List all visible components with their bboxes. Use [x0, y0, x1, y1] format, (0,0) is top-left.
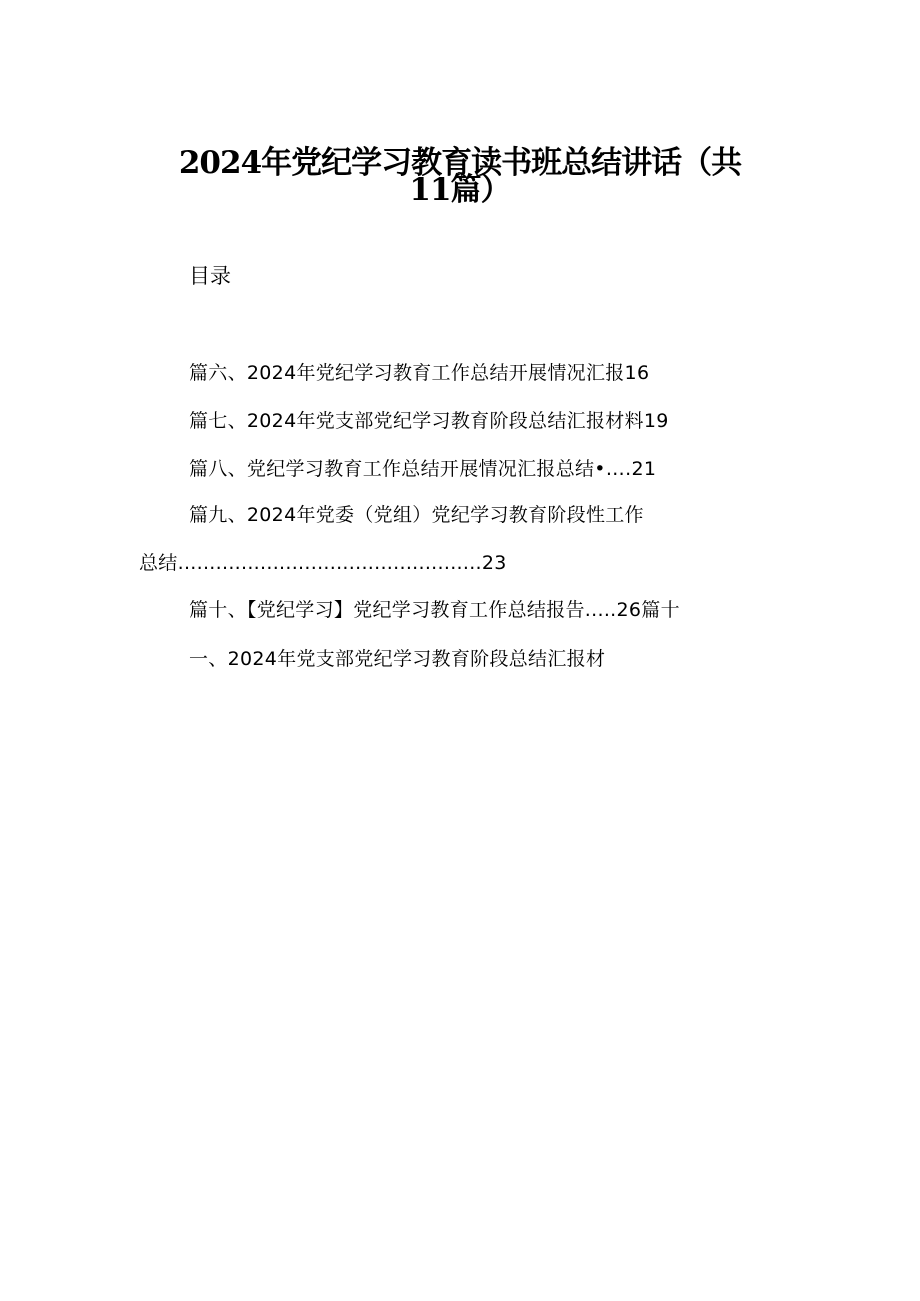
toc-entry-7: 篇七、2024年党支部党纪学习教育阶段总结汇报材料19 [189, 410, 669, 432]
toc-entry-9-part-2: 总结................................................23 [139, 552, 507, 574]
toc-entry-10: 篇十、【党纪学习】党纪学习教育工作总结报告.....26篇十 [189, 599, 680, 621]
document-title-line-1: 2024年党纪学习教育读书班总结讲话（共 [178, 145, 742, 181]
toc-entry-6: 篇六、2024年党纪学习教育工作总结开展情况汇报16 [189, 362, 650, 384]
toc-entry-8: 篇八、党纪学习教育工作总结开展情况汇报总结•….21 [189, 458, 657, 480]
document-title-line-2: 11篇） [409, 172, 511, 208]
toc-entry-11: 一、2024年党支部党纪学习教育阶段总结汇报材 [189, 648, 606, 670]
toc-heading: 目录 [189, 264, 231, 288]
toc-entry-9-part-1: 篇九、2024年党委（党组）党纪学习教育阶段性工作 [189, 504, 644, 526]
